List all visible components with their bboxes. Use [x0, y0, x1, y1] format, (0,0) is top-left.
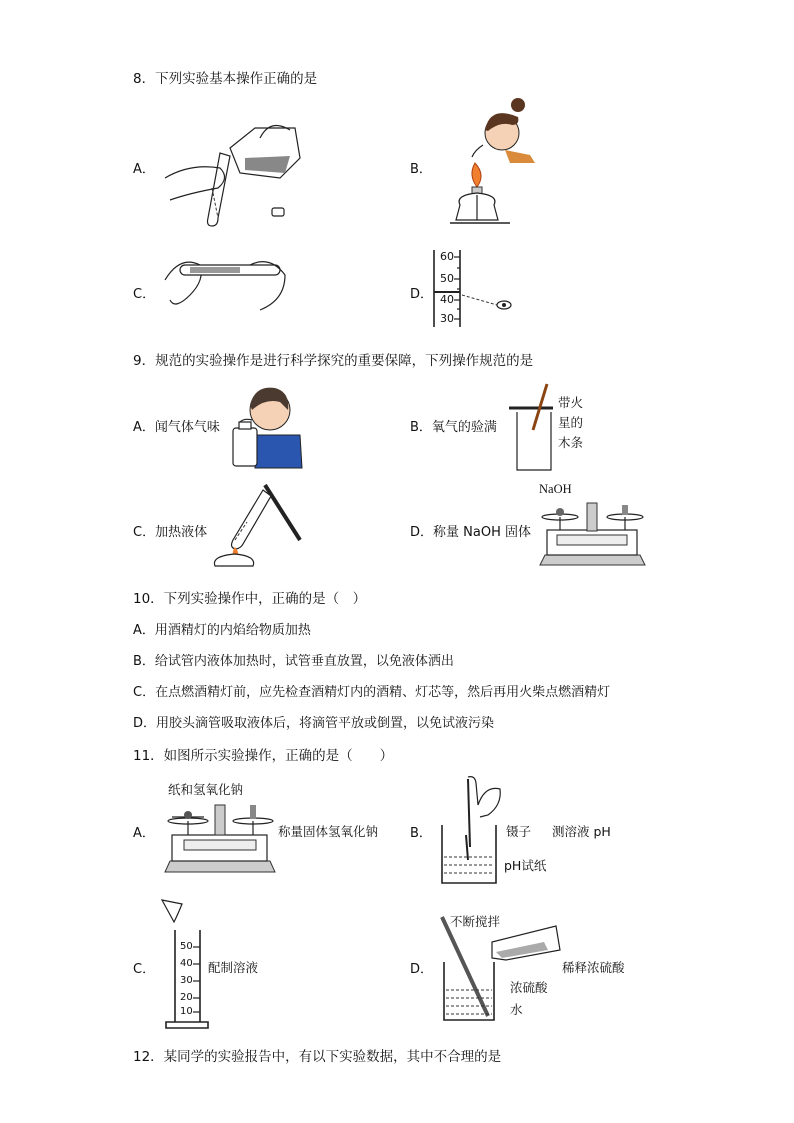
q9-heating-liquid-illustration — [205, 482, 305, 567]
q9-balance-illustration — [535, 495, 650, 570]
cylinder-tick-30: 30 — [440, 312, 454, 325]
cylinder-tick-50: 50 — [440, 272, 454, 285]
question-10-title: 10．下列实验操作中，正确的是（ ） — [133, 591, 367, 607]
q9-b-label-line1: 带火 — [558, 395, 584, 410]
q9-smelling-gas-illustration — [230, 380, 305, 470]
q11-d-water-label: 水 — [510, 1002, 523, 1017]
q10-option-d: D．用胶头滴管吸取液体后，将滴管平放或倒置，以免试液污染 — [133, 716, 495, 731]
q9-oxygen-test-illustration — [505, 382, 555, 472]
q11-d-side-label: 稀释浓硫酸 — [562, 960, 625, 975]
q9-option-a-label: A．闻气体气味 — [133, 420, 220, 435]
question-8-title: 8．下列实验基本操作正确的是 — [133, 71, 318, 87]
q11-d-stir-label: 不断搅拌 — [450, 914, 501, 929]
q11-b-paper-label: pH试纸 — [504, 858, 547, 873]
cylinder-tick-40-q11: 40 — [180, 958, 193, 969]
q11-a-top-label: 纸和氢氧化钠 — [168, 782, 244, 797]
q9-naoh-label: NaOH — [539, 482, 572, 496]
question-12-title: 12．某同学的实验报告中，有以下实验数据，其中不合理的是 — [133, 1049, 502, 1065]
q11-b-side-label: 测溶液 pH — [552, 824, 611, 839]
q10-option-b: B．给试管内液体加热时，试管垂直放置，以免液体洒出 — [133, 654, 454, 669]
question-11-title: 11．如图所示实验操作，正确的是（ ） — [133, 748, 394, 764]
q11-b-tweezer-label: 镊子 — [506, 824, 532, 839]
q8-option-b-label: B． — [410, 162, 432, 177]
q11-option-b-label: B． — [410, 826, 432, 841]
q8-option-d-label: D． — [410, 287, 434, 302]
cylinder-tick-60: 60 — [440, 250, 454, 263]
q11-d-acid-label: 浓硫酸 — [510, 980, 548, 995]
question-9-title: 9．规范的实验操作是进行科学探究的重要保障，下列操作规范的是 — [133, 353, 534, 369]
q8-option-a-label: A． — [133, 162, 155, 177]
cylinder-tick-10-q11: 10 — [180, 1006, 193, 1017]
q11-balance-illustration — [160, 797, 280, 875]
q9-b-label-line2: 星的 — [558, 415, 584, 430]
q8-pouring-liquid-illustration — [160, 118, 310, 228]
q11-diluting-acid-illustration — [436, 912, 566, 1024]
q11-option-c-label: C． — [133, 962, 156, 977]
cylinder-tick-30-q11: 30 — [180, 975, 193, 986]
q11-a-side-label: 称量固体氢氧化钠 — [278, 824, 379, 839]
cylinder-tick-20-q11: 20 — [180, 992, 193, 1003]
q8-blowing-out-lamp-illustration — [450, 95, 540, 230]
q9-option-c-label: C．加热液体 — [133, 525, 208, 540]
cylinder-tick-50-q11: 50 — [180, 941, 193, 952]
q11-option-d-label: D． — [410, 962, 434, 977]
cylinder-tick-40: 40 — [440, 293, 454, 306]
q9-b-label-line3: 木条 — [558, 435, 584, 450]
q10-option-a: A．用酒精灯的内焰给物质加热 — [133, 623, 311, 638]
q11-ph-test-illustration — [440, 775, 510, 885]
q9-option-b-label: B．氧气的验满 — [410, 420, 497, 435]
q11-option-a-label: A． — [133, 826, 155, 841]
q9-option-d-label: D．称量 NaOH 固体 — [410, 525, 531, 540]
q8-option-c-label: C． — [133, 287, 156, 302]
q10-option-c: C．在点燃酒精灯前，应先检查酒精灯内的酒精、灯芯等，然后再用火柴点燃酒精灯 — [133, 685, 611, 700]
q11-c-side-label: 配制溶液 — [208, 960, 259, 975]
q8-shaking-test-tube-illustration — [160, 250, 290, 320]
